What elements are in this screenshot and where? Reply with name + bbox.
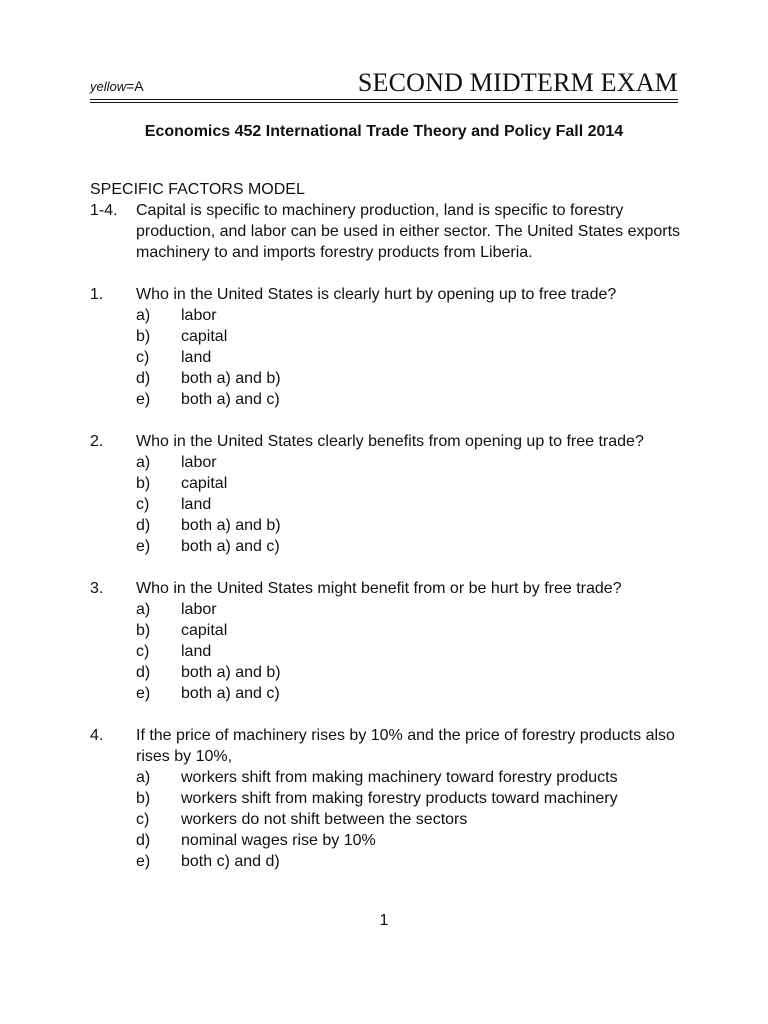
option-letter: d) [136,832,151,849]
answer-option [136,473,690,494]
option-letter: e) [136,391,151,408]
intro-number: 1-4. [90,202,118,219]
option-text: workers shift from making forestry products toward machinery [181,790,618,807]
exam-title: SECOND MIDTERM EXAM [357,68,678,97]
answer-option [136,662,690,683]
question-text: If the price of machinery rises by 10% and the price of forestry products also rises by 10%, [136,727,675,765]
question-3 [90,578,690,704]
option-text: both c) and d) [181,853,280,870]
option-letter: a) [136,307,151,324]
answer-option [136,788,690,809]
option-text: land [181,643,212,660]
answer-option [136,536,690,557]
option-text: capital [181,475,228,492]
option-letter: b) [136,622,151,639]
question-2 [90,431,690,557]
option-letter: a) [136,454,151,471]
course-title: Economics 452 International Trade Theory and Policy Fall 2014 [144,123,624,140]
option-text: labor [181,307,217,324]
option-letter: c) [136,811,150,828]
option-letter: b) [136,328,151,345]
option-text: both a) and c) [181,685,280,702]
version-label: yellow [90,79,127,94]
answer-option [136,830,690,851]
answer-option [136,347,690,368]
section-intro [90,200,690,263]
option-text: labor [181,601,217,618]
option-text: capital [181,622,228,639]
question-list [90,284,690,872]
option-text: land [181,349,212,366]
option-letter: e) [136,853,151,870]
option-letter: d) [136,370,151,387]
question-1 [90,284,690,410]
question-4 [90,725,690,872]
question-stem [90,431,690,452]
answer-option [136,809,690,830]
version-value: =A [126,78,144,94]
option-letter: d) [136,517,151,534]
question-number: 3. [90,580,104,597]
option-text: both a) and b) [181,370,281,387]
option-letter: e) [136,685,151,702]
page-number: 1 [379,912,389,929]
header-rule [90,99,678,100]
option-text: both a) and b) [181,517,281,534]
version-marker [90,78,144,94]
option-text: both a) and c) [181,538,280,555]
question-stem [90,725,690,767]
option-text: labor [181,454,217,471]
option-letter: a) [136,601,151,618]
option-text: both a) and c) [181,391,280,408]
question-number: 1. [90,286,104,303]
question-text: Who in the United States clearly benefits from opening up to free trade? [136,433,644,450]
option-letter: a) [136,769,151,786]
answer-option [136,305,690,326]
option-text: workers do not shift between the sectors [181,811,468,828]
option-text: capital [181,328,228,345]
answer-option [136,767,690,788]
answer-option [136,494,690,515]
answer-option [136,326,690,347]
exam-content [90,179,690,872]
answer-option [136,452,690,473]
page-header [90,66,678,100]
option-letter: c) [136,496,150,513]
option-letter: c) [136,643,150,660]
section-title: SPECIFIC FACTORS MODEL [90,181,305,198]
intro-text: Capital is specific to machinery production, land is specific to forestry production, and labor can be used in either sector. The United States exports machinery to and imports forestry products from Liberia. [136,202,681,261]
answer-option [136,641,690,662]
answer-option [136,515,690,536]
option-text: workers shift from making machinery toward forestry products [181,769,618,786]
option-text: nominal wages rise by 10% [181,832,376,849]
option-letter: b) [136,790,151,807]
question-stem [90,578,690,599]
answer-option [136,683,690,704]
question-text: Who in the United States might benefit from or be hurt by free trade? [136,580,622,597]
option-letter: e) [136,538,151,555]
answer-option [136,851,690,872]
answer-option [136,620,690,641]
question-stem [90,284,690,305]
answer-option [136,389,690,410]
answer-option [136,368,690,389]
option-text: both a) and b) [181,664,281,681]
question-text: Who in the United States is clearly hurt by opening up to free trade? [136,286,617,303]
option-letter: b) [136,475,151,492]
question-number: 4. [90,727,104,744]
option-letter: d) [136,664,151,681]
question-number: 2. [90,433,104,450]
option-letter: c) [136,349,150,366]
option-text: land [181,496,212,513]
answer-option [136,599,690,620]
header-rule-thin [90,102,678,103]
